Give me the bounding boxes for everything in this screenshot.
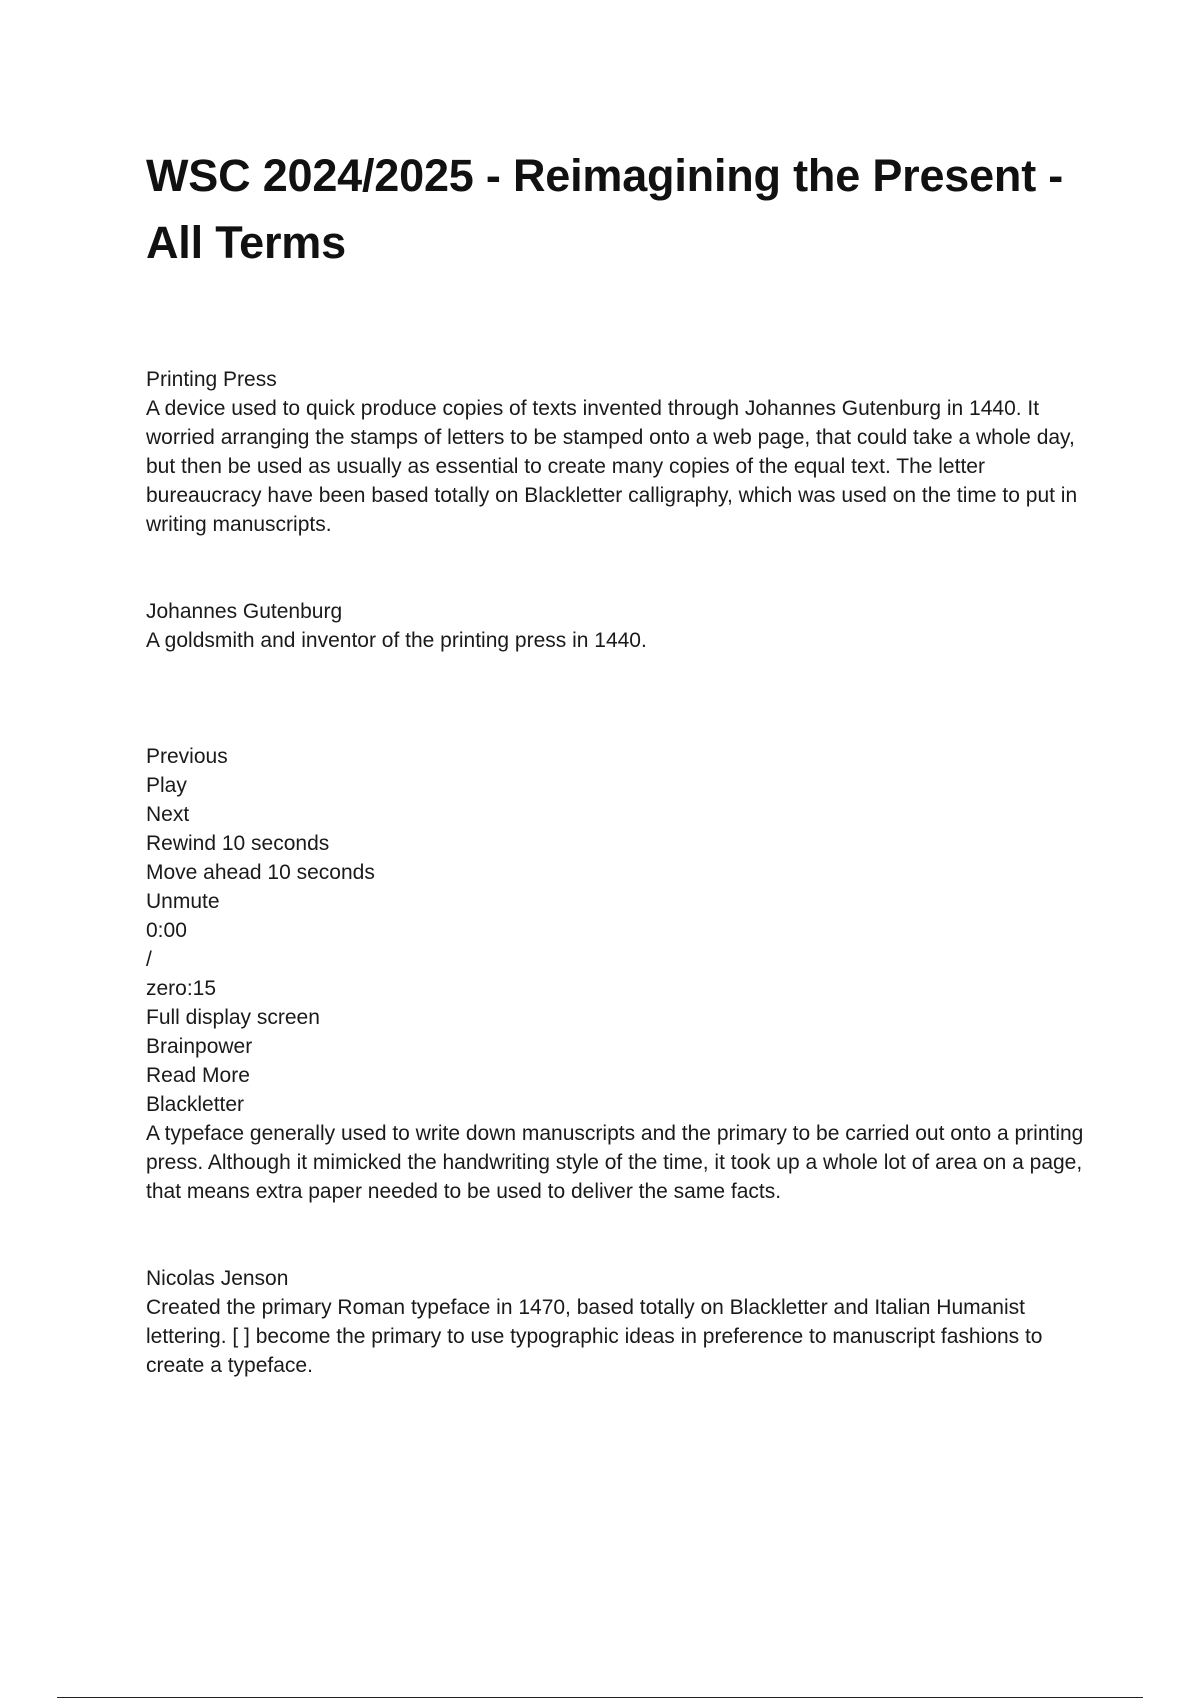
next-button[interactable]: Next — [146, 803, 190, 826]
term-definition: Created the primary Roman typeface in 1470, based totally on Blackletter and Italian Humanist lettering. [ ] become the primary to use typographic ideas in preference to manuscript fashions to create a typeface. — [146, 1296, 1043, 1377]
time-separator: / — [146, 948, 152, 971]
term-definition: A typeface generally used to write down manuscripts and the primary to be carried out onto a printing press. Although it mimicked the handwriting style of the time, it took up a whole lot of area on a page, that means extra paper needed to be used to deliver the same facts. — [146, 1122, 1084, 1203]
term-name: Blackletter — [146, 1093, 245, 1116]
play-button[interactable]: Play — [146, 774, 187, 797]
term-entry — [146, 597, 1096, 655]
term-name: Nicolas Jenson — [146, 1267, 289, 1290]
term-definition: A goldsmith and inventor of the printing press in 1440. — [146, 629, 647, 652]
term-name: Johannes Gutenburg — [146, 600, 343, 623]
previous-button[interactable]: Previous — [146, 745, 228, 768]
brand-label: Brainpower — [146, 1035, 253, 1058]
footer-divider — [57, 1697, 1143, 1698]
term-entry — [146, 1264, 1096, 1380]
unmute-button[interactable]: Unmute — [146, 890, 220, 913]
duration: zero:15 — [146, 977, 217, 1000]
fullscreen-button[interactable]: Full display screen — [146, 1006, 320, 1029]
terms-list — [146, 365, 1096, 1380]
current-time: 0:00 — [146, 919, 187, 942]
term-entry — [146, 1090, 1096, 1206]
page-title: WSC 2024/2025 - Reimagining the Present - All Terms — [146, 150, 1064, 268]
media-player-controls — [146, 742, 1096, 1090]
term-name: Printing Press — [146, 368, 277, 391]
term-definition: A device used to quick produce copies of texts invented through Johannes Gutenburg in 1440. It worried arranging the stamps of letters to be stamped onto a web page, that could take a whole day, but then be used as usually as essential to create many copies of the equal text. The letter bureaucracy have been based totally on Blackletter calligraphy, which was used on the time to put in writing manuscripts. — [146, 397, 1078, 536]
rewind-button[interactable]: Rewind 10 seconds — [146, 832, 330, 855]
read-more-link[interactable]: Read More — [146, 1064, 250, 1087]
term-entry — [146, 365, 1096, 539]
forward-button[interactable]: Move ahead 10 seconds — [146, 861, 375, 884]
